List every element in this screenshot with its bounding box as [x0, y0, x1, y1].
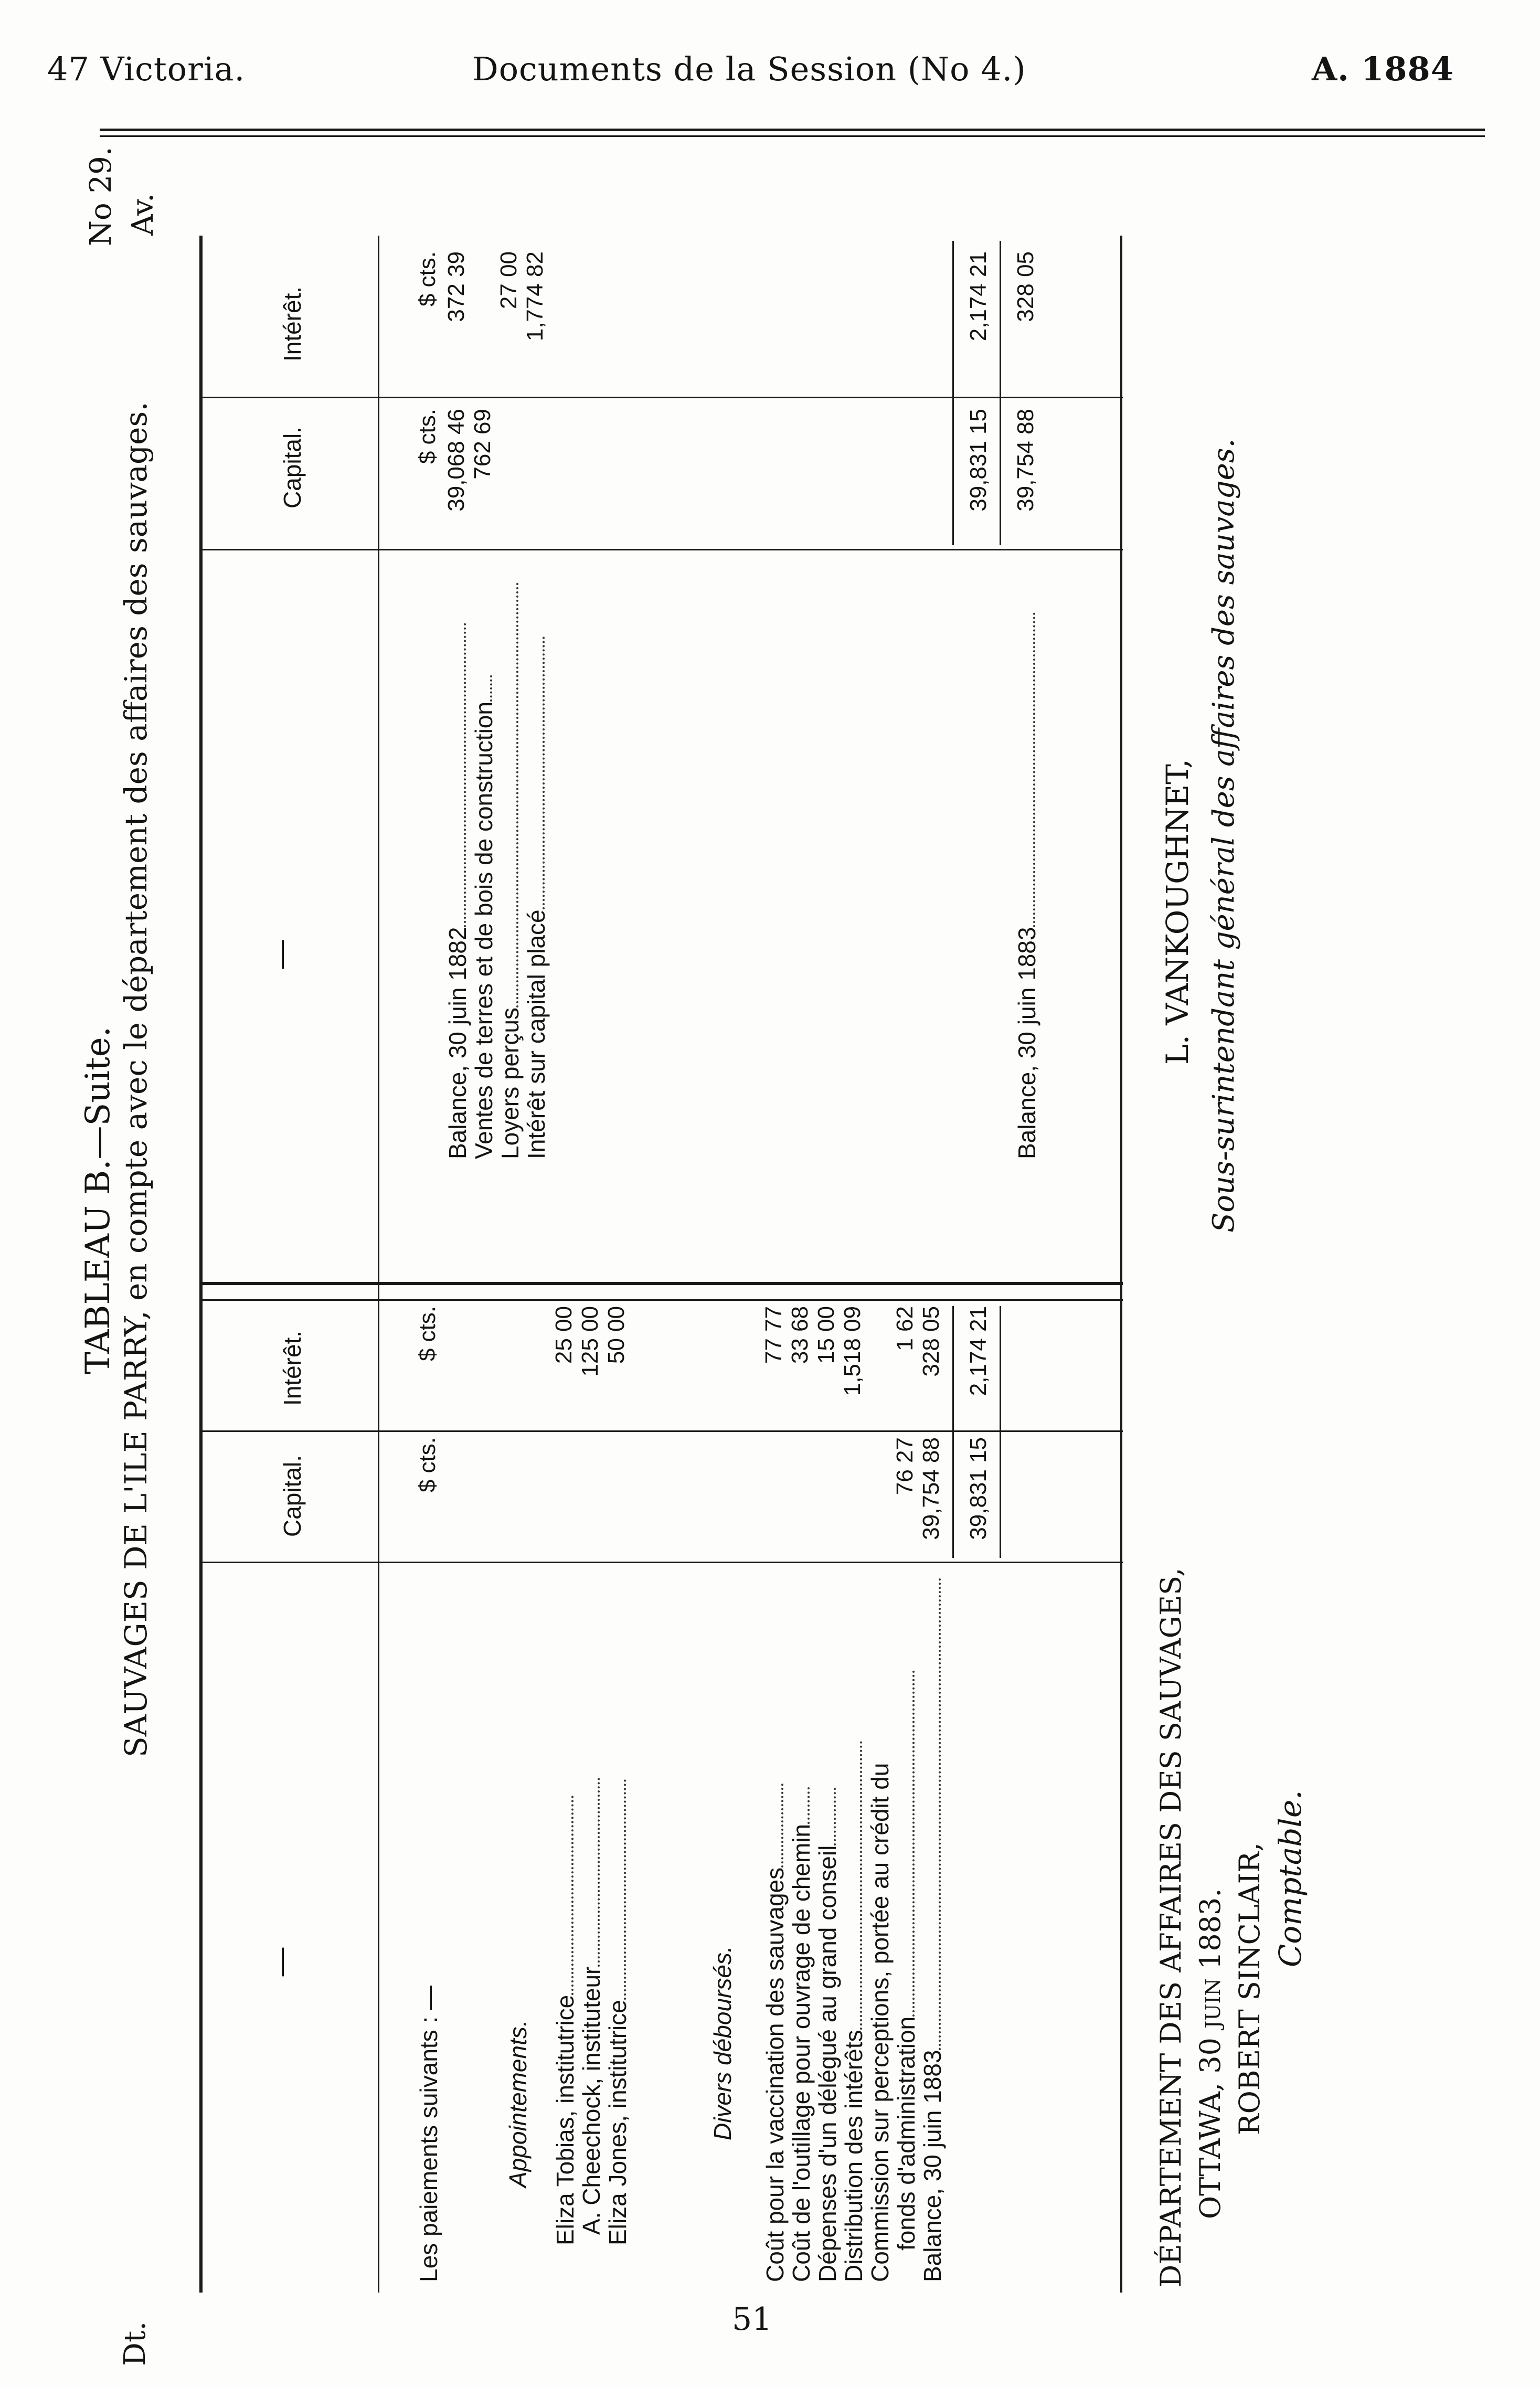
- frame-bottom-rule: [1120, 236, 1122, 2293]
- commission-capital: 76 27: [892, 1437, 918, 1495]
- debit-balance-label: Balance, 30 juin 1883: [918, 1578, 947, 2282]
- table-subtitle: SAUVAGES DE L'ILE PARRY, en compte avec le département des affaires des sauvages.: [118, 401, 154, 1757]
- dept-line-2: OTTAWA, 30 juin 1883.: [1194, 1888, 1227, 2219]
- credit-capital-header: Capital.: [279, 427, 306, 508]
- debit-intro: Les paiements suivants : —: [415, 1985, 442, 2282]
- vank-line-2: Sous-surintendant général des affaires des sauvages.: [1207, 438, 1241, 1233]
- credit-capital-unit: $ cts.: [415, 409, 440, 464]
- appointement-interet-3: 50 00: [603, 1306, 629, 1364]
- rotated-table: [0, 131, 1540, 2387]
- appointement-row-1: Eliza Tobias, institutrice: [551, 1796, 579, 2245]
- debit-total-capital: 39,831 15: [965, 1437, 991, 1540]
- commission-line-2: fonds d'administration: [892, 1670, 920, 2251]
- credit-total-rule-bottom: [1000, 241, 1001, 545]
- vank-line-1: L. VANKOUGHNET,: [1160, 759, 1195, 1065]
- credit-interet-unit: $ cts.: [415, 251, 440, 307]
- divers-interet-3: 15 00: [813, 1306, 839, 1364]
- credit-total-rule-top: [952, 241, 954, 545]
- debit-capital-unit: $ cts.: [415, 1437, 440, 1493]
- debit-dash-header: —: [262, 1946, 299, 1978]
- divers-interet-4: 1,518 09: [840, 1306, 865, 1396]
- credit-label: Av.: [126, 193, 160, 236]
- divers-interet-1: 77 77: [761, 1306, 787, 1364]
- header-right: A. 1884: [1312, 50, 1454, 88]
- appointement-row-3: Eliza Jones, institutrice: [603, 1779, 632, 2245]
- dept-line-3: ROBERT SINCLAIR,: [1233, 1842, 1266, 2135]
- credit-row-1: Balance, 30 juin 1882: [443, 623, 472, 1159]
- credit-dash-header: —: [262, 939, 299, 970]
- appointement-interet-2: 125 00: [577, 1306, 603, 1377]
- credit-capital-1: 39,068 46: [443, 409, 469, 512]
- debit-balance-capital: 39,754 88: [918, 1437, 944, 1540]
- debit-interet-unit: $ cts.: [415, 1306, 440, 1362]
- appointement-row-2: A. Cheechock, instituteur: [577, 1778, 606, 2235]
- credit-capital-2: 762 69: [470, 409, 495, 480]
- appointement-interet-1: 25 00: [551, 1306, 577, 1364]
- debit-total-interet: 2,174 21: [965, 1306, 991, 1396]
- debit-total-rule-top: [952, 1306, 954, 1558]
- debit-label: Dt.: [118, 2321, 152, 2366]
- credit-total-interet: 2,174 21: [965, 251, 991, 342]
- commission-line-1: Commission sur perceptions, portée au crédit du: [866, 1763, 894, 2282]
- credit-balance-capital: 39,754 88: [1013, 409, 1038, 512]
- credit-row-2: Ventes de terres et de bois de construction: [470, 675, 498, 1159]
- divers-interet-2: 33 68: [787, 1306, 813, 1364]
- center-divider-thin: [199, 1299, 1123, 1301]
- table-number: No 29.: [84, 146, 118, 246]
- credit-capital-left-rule: [199, 549, 1123, 550]
- divers-row-3: Dépenses d'un délégué au grand conseil: [813, 1788, 842, 2282]
- center-divider: [199, 1282, 1123, 1285]
- credit-interet-3: 27 00: [496, 251, 522, 310]
- frame-top-rule: [199, 236, 203, 2293]
- credit-interet-1: 372 39: [443, 251, 469, 322]
- column-header-rule: [378, 236, 379, 2293]
- page-number: 51: [732, 2301, 772, 2338]
- header-left: 47 Victoria.: [47, 50, 246, 88]
- section-divers: Divers déboursés.: [709, 1946, 736, 2140]
- credit-interet-left-rule: [199, 397, 1123, 398]
- header-center: Documents de la Session (No 4.): [472, 50, 1026, 88]
- credit-interet-4: 1,774 82: [522, 251, 548, 342]
- debit-balance-interet: 328 05: [918, 1306, 944, 1377]
- debit-interet-header: Intérêt.: [279, 1330, 306, 1406]
- section-appointements: Appointements.: [504, 2020, 532, 2188]
- divers-row-1: Coût pour la vaccination des sauvages: [761, 1784, 789, 2282]
- dept-line-4: Comptable.: [1272, 1790, 1308, 1967]
- credit-total-capital: 39,831 15: [965, 409, 991, 512]
- divers-row-2: Coût de l'outillage pour ouvrage de chemin: [787, 1787, 815, 2282]
- divers-row-4: Distribution des intérêts: [840, 1741, 868, 2282]
- table-title: TABLEAU B.—Suite.: [79, 1026, 118, 1374]
- debit-capital-header: Capital.: [279, 1455, 306, 1537]
- credit-row-4: Intérêt sur capital placé: [522, 636, 550, 1159]
- credit-balance-label: Balance, 30 juin 1883: [1013, 612, 1041, 1159]
- credit-interet-header: Intérêt.: [279, 286, 306, 362]
- debit-capital-left-rule: [199, 1562, 1123, 1563]
- dept-line-1: DÉPARTEMENT DES AFFAIRES DES SAUVAGES,: [1154, 1567, 1187, 2287]
- commission-interet: 1 62: [892, 1306, 918, 1351]
- credit-balance-interet: 328 05: [1013, 251, 1038, 322]
- debit-interet-left-rule: [199, 1430, 1123, 1432]
- debit-total-rule-bottom: [1000, 1306, 1001, 1558]
- credit-row-3: Loyers perçus: [496, 582, 524, 1159]
